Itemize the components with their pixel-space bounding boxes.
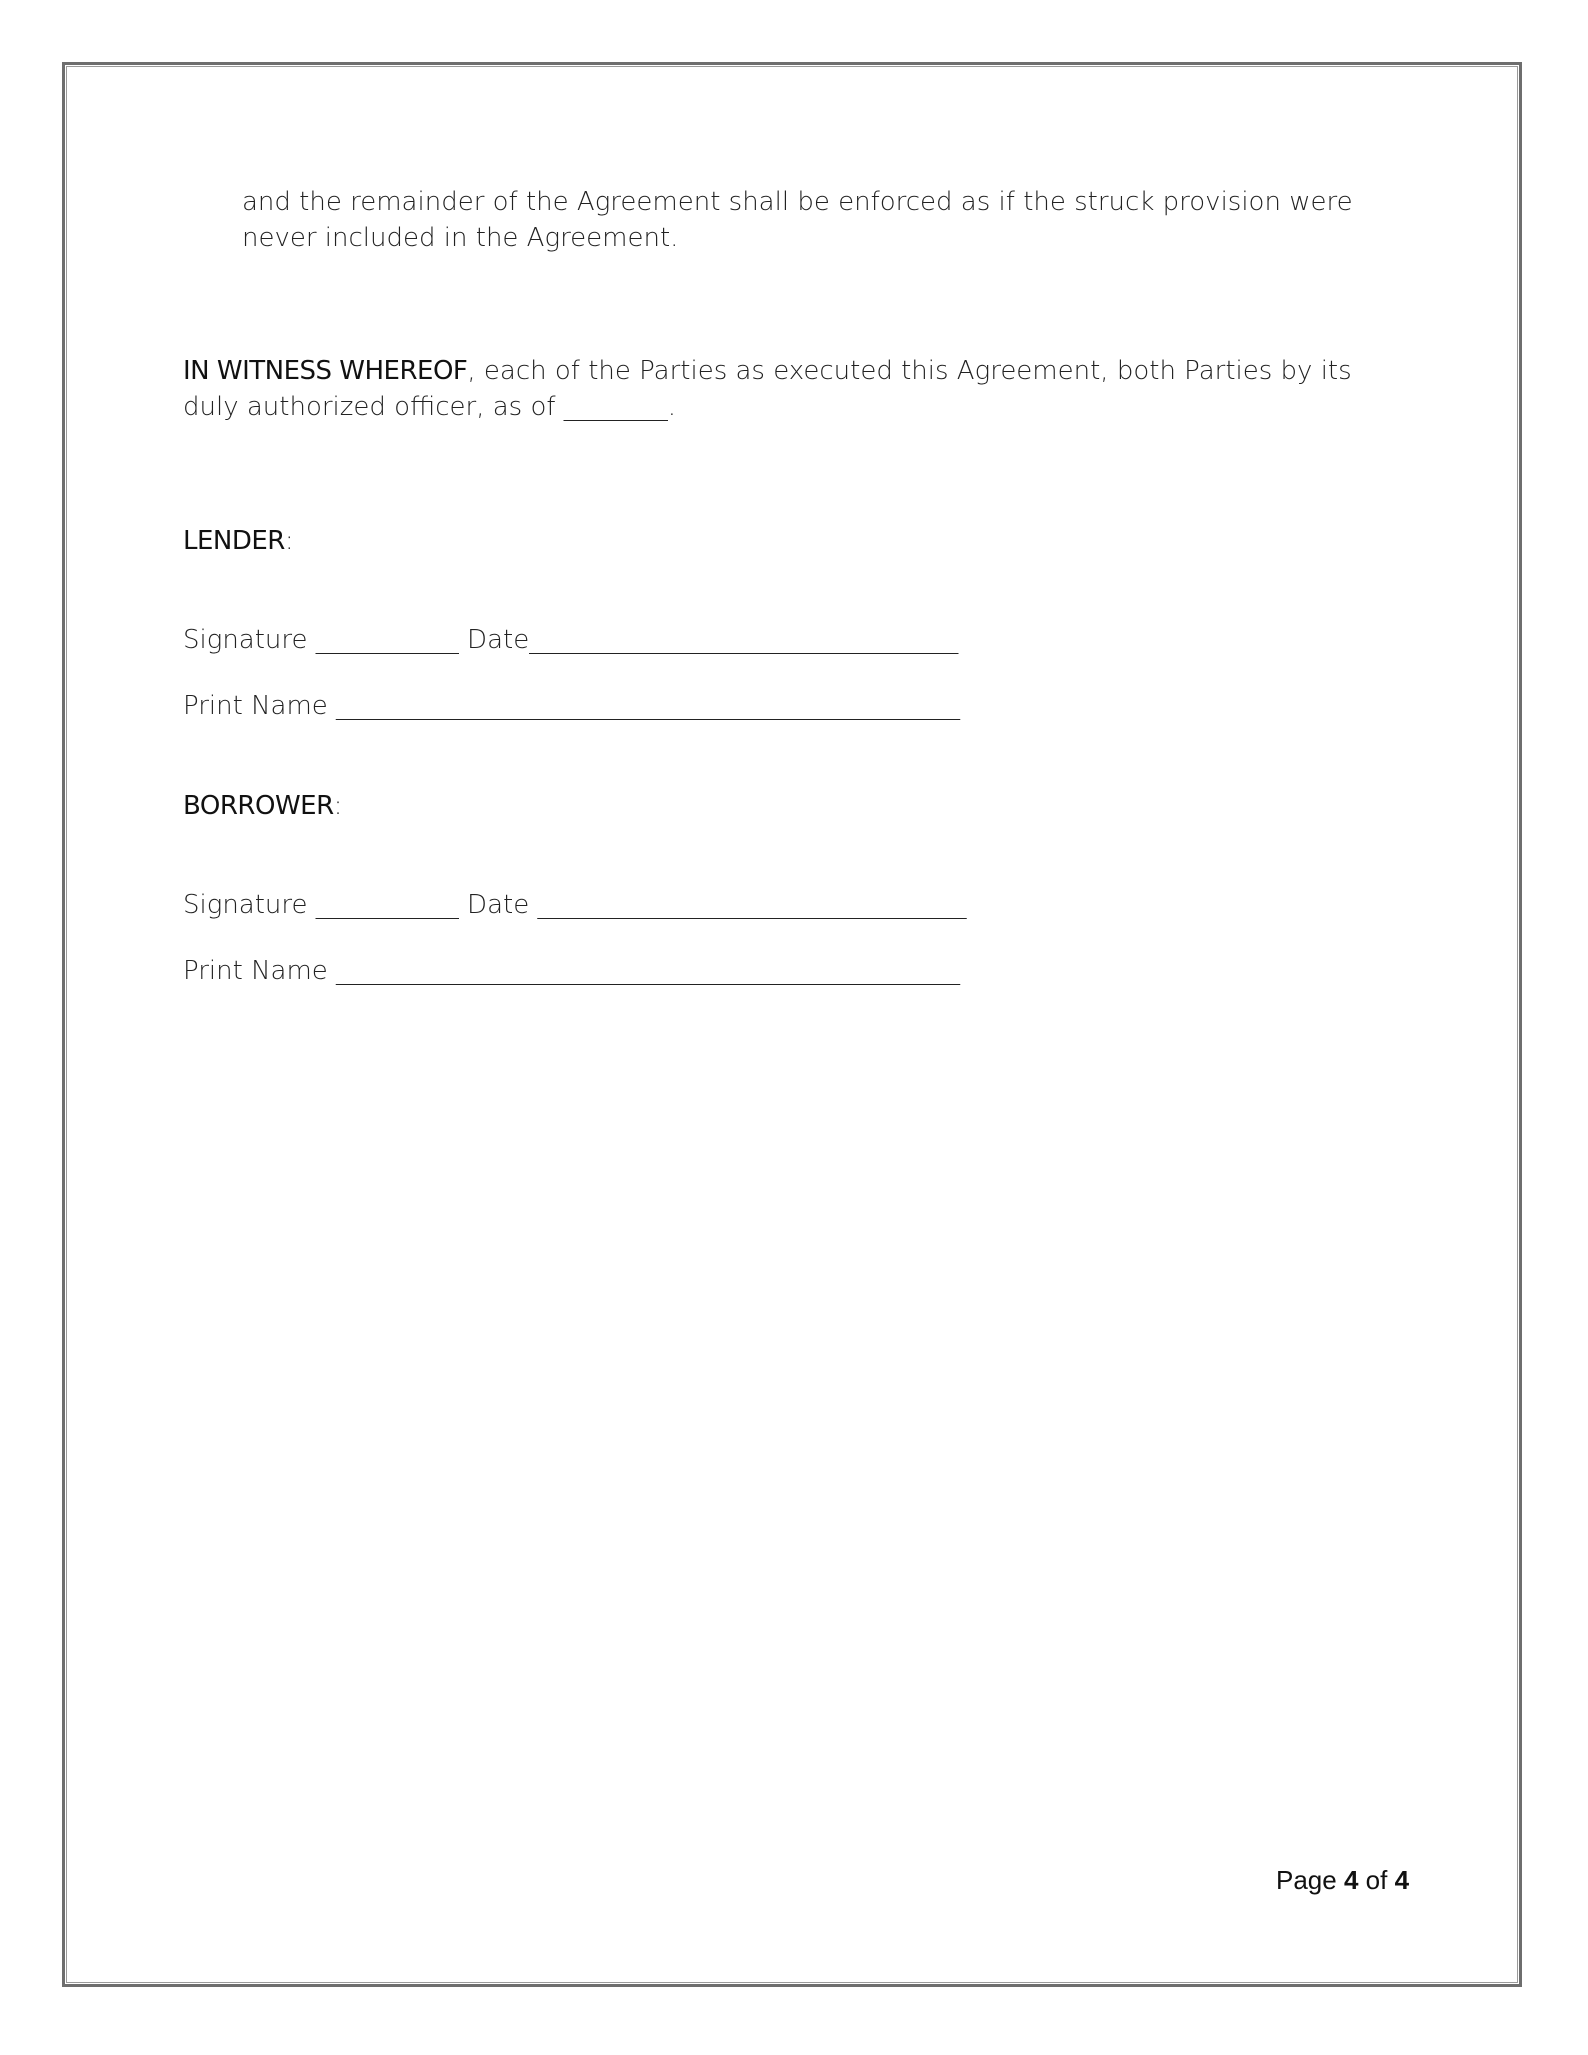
borrower-heading-colon: : [333, 791, 343, 821]
of-label: of [1365, 1865, 1388, 1895]
witness-heading: IN WITNESS WHEREOF [183, 356, 468, 386]
borrower-heading-label: BORROWER [183, 791, 334, 821]
witness-line-1-rest: , each of the Parties as executed this Agreement, both Parties by its [467, 356, 1352, 386]
continuation-paragraph [242, 184, 1353, 256]
borrower-print-name-line: Print Name ________________________________________________ [183, 956, 961, 986]
borrower-signature-date-line: Signature ___________ Date _________________________________ [183, 890, 967, 920]
total-pages-number: 4 [1394, 1865, 1410, 1895]
witness-paragraph [183, 353, 1352, 425]
lender-heading-label: LENDER [183, 526, 285, 556]
lender-heading [183, 523, 294, 559]
continuation-line-2: never included in the Agreement. [242, 223, 679, 253]
page-label: Page [1276, 1865, 1337, 1895]
current-page-number: 4 [1343, 1865, 1359, 1895]
witness-line-1 [183, 353, 1352, 389]
lender-signature-date-line: Signature ___________ Date_________________________________ [183, 625, 959, 655]
witness-line-2: duly authorized officer, as of ________. [183, 392, 677, 422]
page-number-footer [1276, 1863, 1409, 1897]
continuation-line-1: and the remainder of the Agreement shall be enforced as if the struck provision were [242, 187, 1353, 217]
lender-print-name-line: Print Name ________________________________________________ [183, 691, 961, 721]
borrower-heading [183, 788, 342, 824]
lender-heading-colon: : [284, 526, 294, 556]
